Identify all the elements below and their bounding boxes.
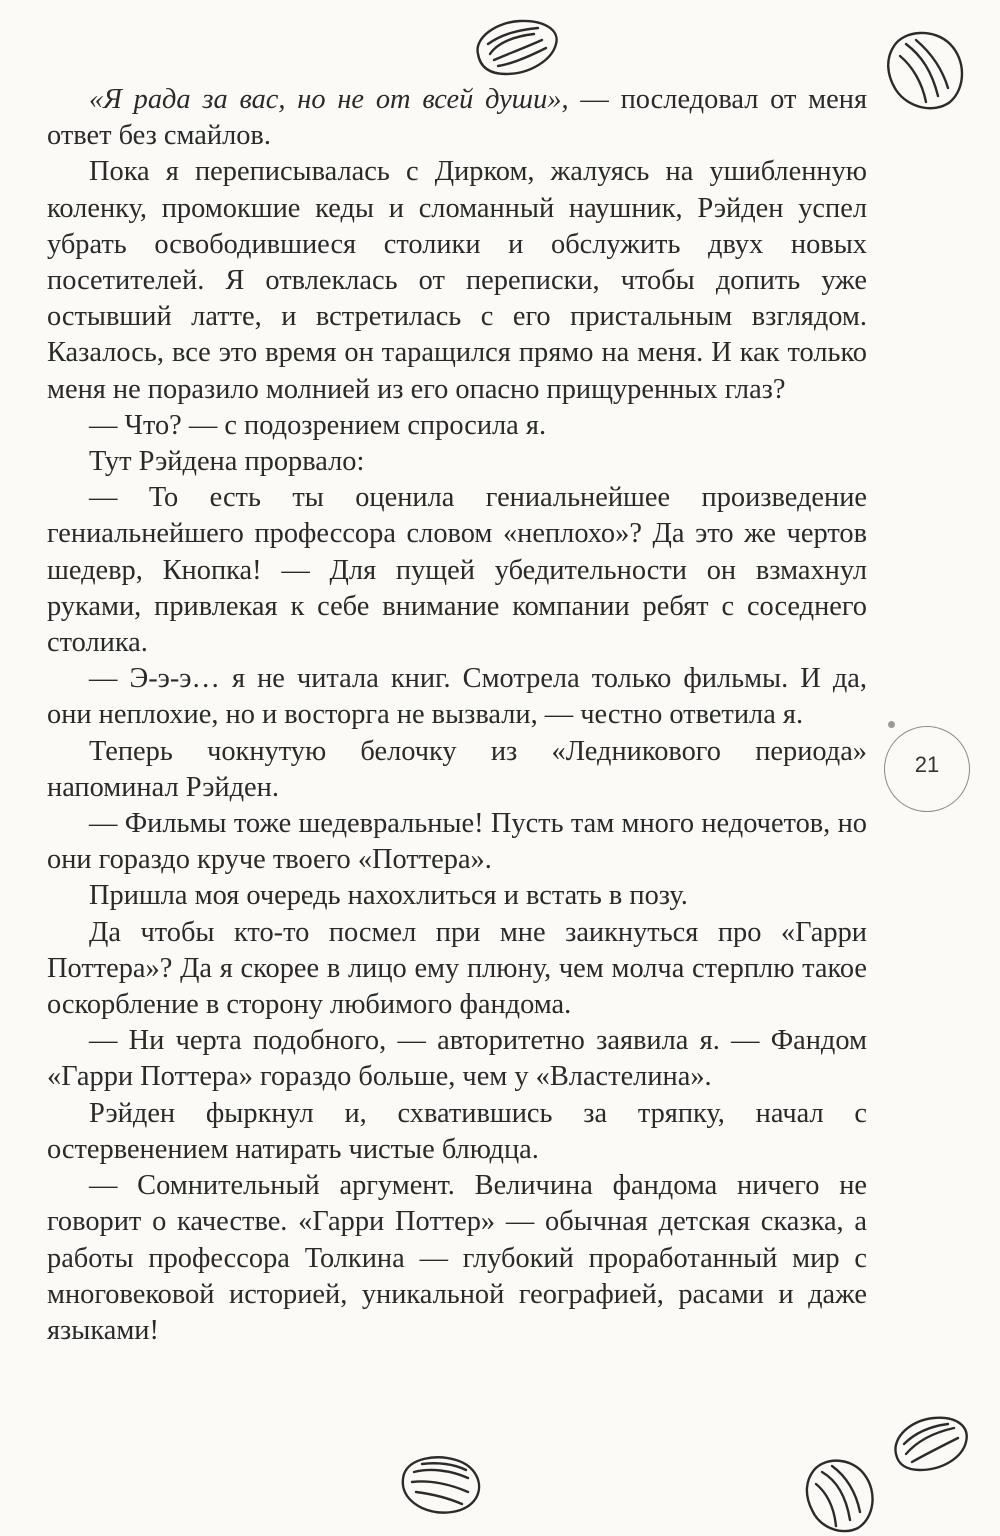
paragraph-text: — последовал от меня ответ без смайлов. <box>47 84 868 152</box>
paragraph: Да чтобы кто-то посмел при мне заикнуться про «Гарри Поттера»? Да я скорее в лицо ему плюну, чем молча стерплю такое оскорбление в сторону любимого фандома. <box>47 916 867 1021</box>
paragraph: — Что? — с подозрением спросила я. <box>89 409 547 441</box>
paragraph <box>47 82 867 154</box>
coffee-bean-icon <box>882 22 968 114</box>
paragraph: — Фильмы тоже шедевральные! Пусть там много недочетов, но они гораздо круче твоего «Поттера». <box>47 808 867 876</box>
body-text <box>47 82 867 1349</box>
paragraph: Тут Рэйдена прорвало: <box>89 446 365 478</box>
paragraph: — То есть ты оценила гениальнейшее произведение гениальнейшего профессора словом «неплохо»? Да это же чертов шедевр, Кнопка! — Для пущей убедительности он взмахнул руками, привлекая к себе внимание компании ребят с соседнего столика. <box>47 482 867 659</box>
paragraph: Пока я переписывалась с Дирком, жалуясь на ушибленную коленку, промокшие кеды и сломанный наушник, Рэйден успел убрать освободившиеся столики и обслужить двух новых посетителей. Я отвлеклась от переписки, чтобы допить уже остывший латте, и встретилась с его пристальным взглядом. Казалось, все это время он таращился прямо на меня. И как только меня не поразило молнией из его опасно прищуренных глаз? <box>47 156 867 405</box>
paragraph: — Сомнительный аргумент. Величина фандома ничего не говорит о качестве. «Гарри Поттер» — обычная детская сказка, а работы профессора Толкина — глубокий проработанный мир с многовековой историей, уникальной географией, расами и даже языками! <box>47 1170 867 1346</box>
page-number-dot <box>888 721 895 728</box>
paragraph: — Э-э-э… я не читала книг. Смотрела только фильмы. И да, они неплохие, но и восторга не вызвали, — честно ответила я. <box>47 663 867 731</box>
coffee-bean-icon <box>396 1448 486 1520</box>
coffee-bean-icon <box>886 1410 972 1474</box>
page-number: 21 <box>914 752 940 777</box>
paragraph: Теперь чокнутую белочку из «Ледникового периода» напоминал Рэйден. <box>47 735 867 803</box>
coffee-bean-icon <box>800 1450 880 1536</box>
paragraph: Пришла моя очередь нахохлиться и встать в позу. <box>89 880 688 912</box>
coffee-bean-icon <box>468 14 564 80</box>
paragraph: — Ни черта подобного, — авторитетно заявила я. — Фандом «Гарри Поттера» гораздо больше, чем у «Властелина». <box>47 1025 867 1093</box>
italic-quote: «Я рада за вас, но не от всей души», <box>89 84 569 115</box>
paragraph: Рэйден фыркнул и, схватившись за тряпку, начал с остервенением натирать чистые блюдца. <box>47 1097 867 1165</box>
